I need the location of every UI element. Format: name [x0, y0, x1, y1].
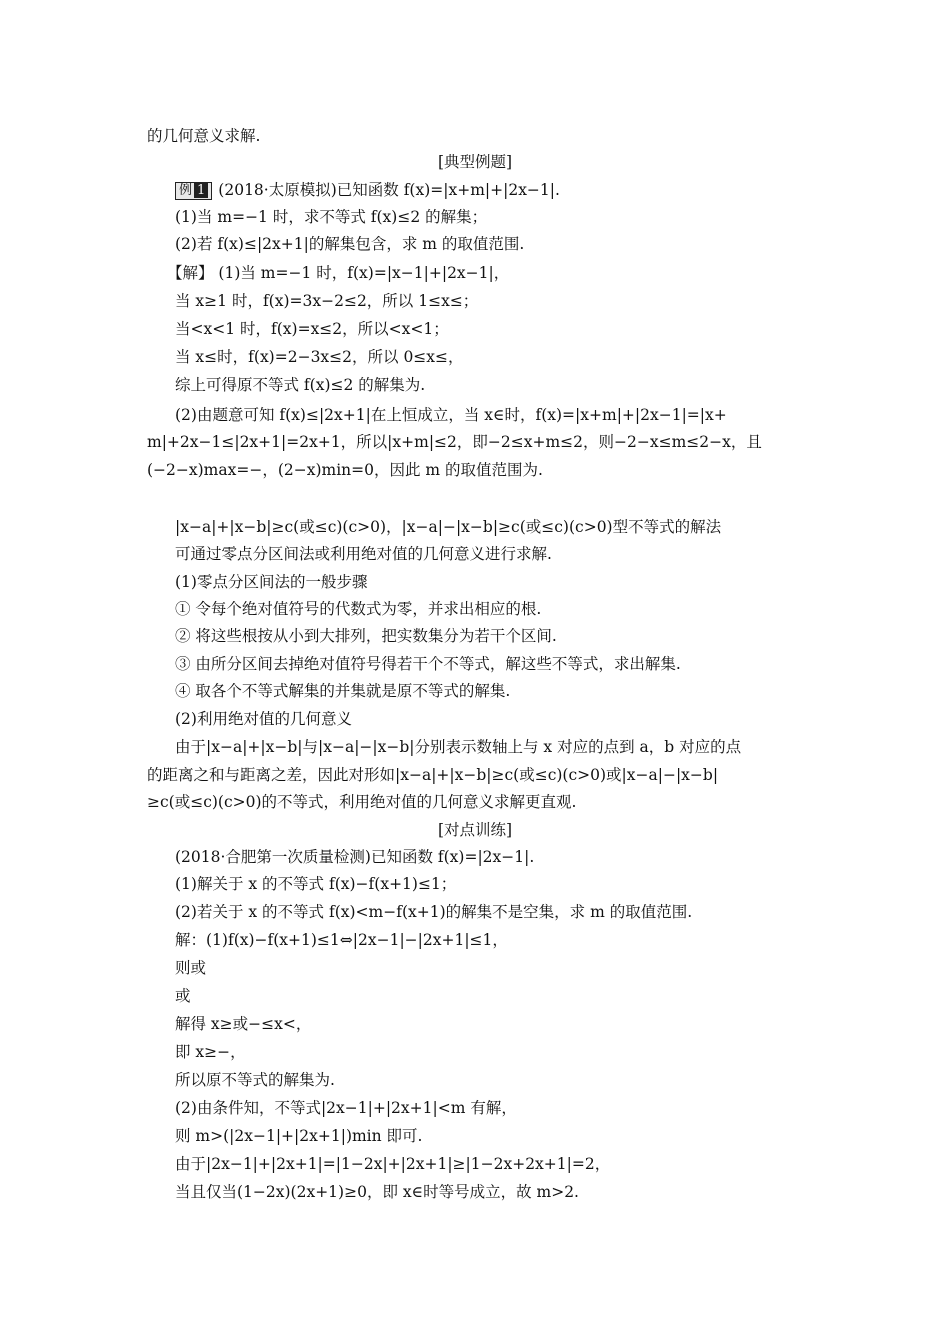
text-line: (1)解关于 x 的不等式 f(x)−f(x+1)≤1； — [175, 875, 457, 893]
text-line: 或 — [175, 987, 191, 1005]
section-heading-typical-examples: [典型例题] — [437, 153, 513, 171]
step-1: ① 令每个绝对值符号的代数式为零，并求出相应的根. — [175, 600, 542, 618]
example-1-statement: 例 1 (2018·太原模拟)已知函数 f(x)=|x+m|+|2x−1|. — [175, 179, 560, 201]
example-badge: 例 1 — [175, 182, 212, 200]
text-line: (2)由题意可知 f(x)≤|2x+1|在上恒成立，当 x∈时，f(x)=|x+m|+|2x−1|=|x+ — [175, 406, 727, 424]
text-line: 可通过零点分区间法或利用绝对值的几何意义进行求解. — [175, 545, 552, 563]
solution-heading-line: 【解】 (1)当 m=−1 时，f(x)=|x−1|+|2x−1|， — [167, 264, 510, 282]
text-line: 当 x≥1 时，f(x)=3x−2≤2，所以 1≤x≤； — [175, 292, 479, 310]
text-line: 则或 — [175, 959, 207, 977]
text-line: (2)由条件知，不等式|2x−1|+|2x+1|<m 有解， — [175, 1099, 517, 1117]
text-line: (1)零点分区间法的一般步骤 — [175, 573, 368, 591]
text-line: 所以原不等式的解集为. — [175, 1071, 335, 1089]
step-2: ② 将这些根按从小到大排列，把实数集分为若干个区间. — [175, 627, 557, 645]
text-line: 由于|2x−1|+|2x+1|=|1−2x|+|2x+1|≥|1−2x+2x+1|=2， — [175, 1155, 611, 1173]
text-line: 即 x≥−， — [175, 1043, 246, 1061]
text-line: 的几何意义求解. — [147, 127, 261, 145]
step-3: ③ 由所分区间去掉绝对值符号得若干个不等式，解这些不等式，求出解集. — [175, 655, 681, 673]
text-line: 则 m>(|2x−1|+|2x+1|)min 即可. — [175, 1127, 423, 1145]
text-line: 当且仅当(1−2x)(2x+1)≥0，即 x∈时等号成立，故 m>2. — [175, 1183, 579, 1201]
step-4: ④ 取各个不等式解集的并集就是原不等式的解集. — [175, 682, 511, 700]
text-line: (2)若 f(x)≤|2x+1|的解集包含，求 m 的取值范围. — [175, 235, 525, 253]
text-line: 解得 x≥或−≤x<， — [175, 1015, 312, 1033]
text-line: 的距离之和与距离之差，因此对形如|x−a|+|x−b|≥c(或≤c)(c>0)或|x−a|−|x−b| — [147, 766, 719, 784]
text-line: 综上可得原不等式 f(x)≤2 的解集为. — [175, 376, 426, 394]
text-line: ≥c(或≤c)(c>0)的不等式，利用绝对值的几何意义求解更直观. — [147, 793, 577, 811]
text-line: 解：(1)f(x)−f(x+1)≤1⇔|2x−1|−|2x+1|≤1， — [175, 931, 508, 949]
text-line: (1)当 m=−1 时，求不等式 f(x)≤2 的解集； — [175, 208, 488, 226]
text-line: (2)利用绝对值的几何意义 — [175, 710, 352, 728]
text-line: 当<x<1 时，f(x)=x≤2，所以<x<1； — [175, 320, 449, 338]
method-summary-line: |x−a|+|x−b|≥c(或≤c)(c>0)，|x−a|−|x−b|≥c(或≤c)(c>0)型不等式的解法 — [175, 518, 722, 536]
text-line: (−2−x)max=−，(2−x)min=0，因此 m 的取值范围为. — [147, 461, 543, 479]
text-line: (2018·合肥第一次质量检测)已知函数 f(x)=|2x−1|. — [175, 848, 535, 866]
text-line: 由于|x−a|+|x−b|与|x−a|−|x−b|分别表示数轴上与 x 对应的点到 a，b 对应的点 — [175, 738, 742, 756]
text-line: (2)若关于 x 的不等式 f(x)<m−f(x+1)的解集不是空集，求 m 的取值范围. — [175, 903, 693, 921]
text-line: 当 x≤时，f(x)=2−3x≤2，所以 0≤x≤， — [175, 348, 464, 366]
section-heading-practice: [对点训练] — [437, 821, 513, 839]
text-line: m|+2x−1≤|2x+1|=2x+1，所以|x+m|≤2，即−2≤x+m≤2，则−2−x≤m≤2−x，且 — [147, 433, 762, 451]
